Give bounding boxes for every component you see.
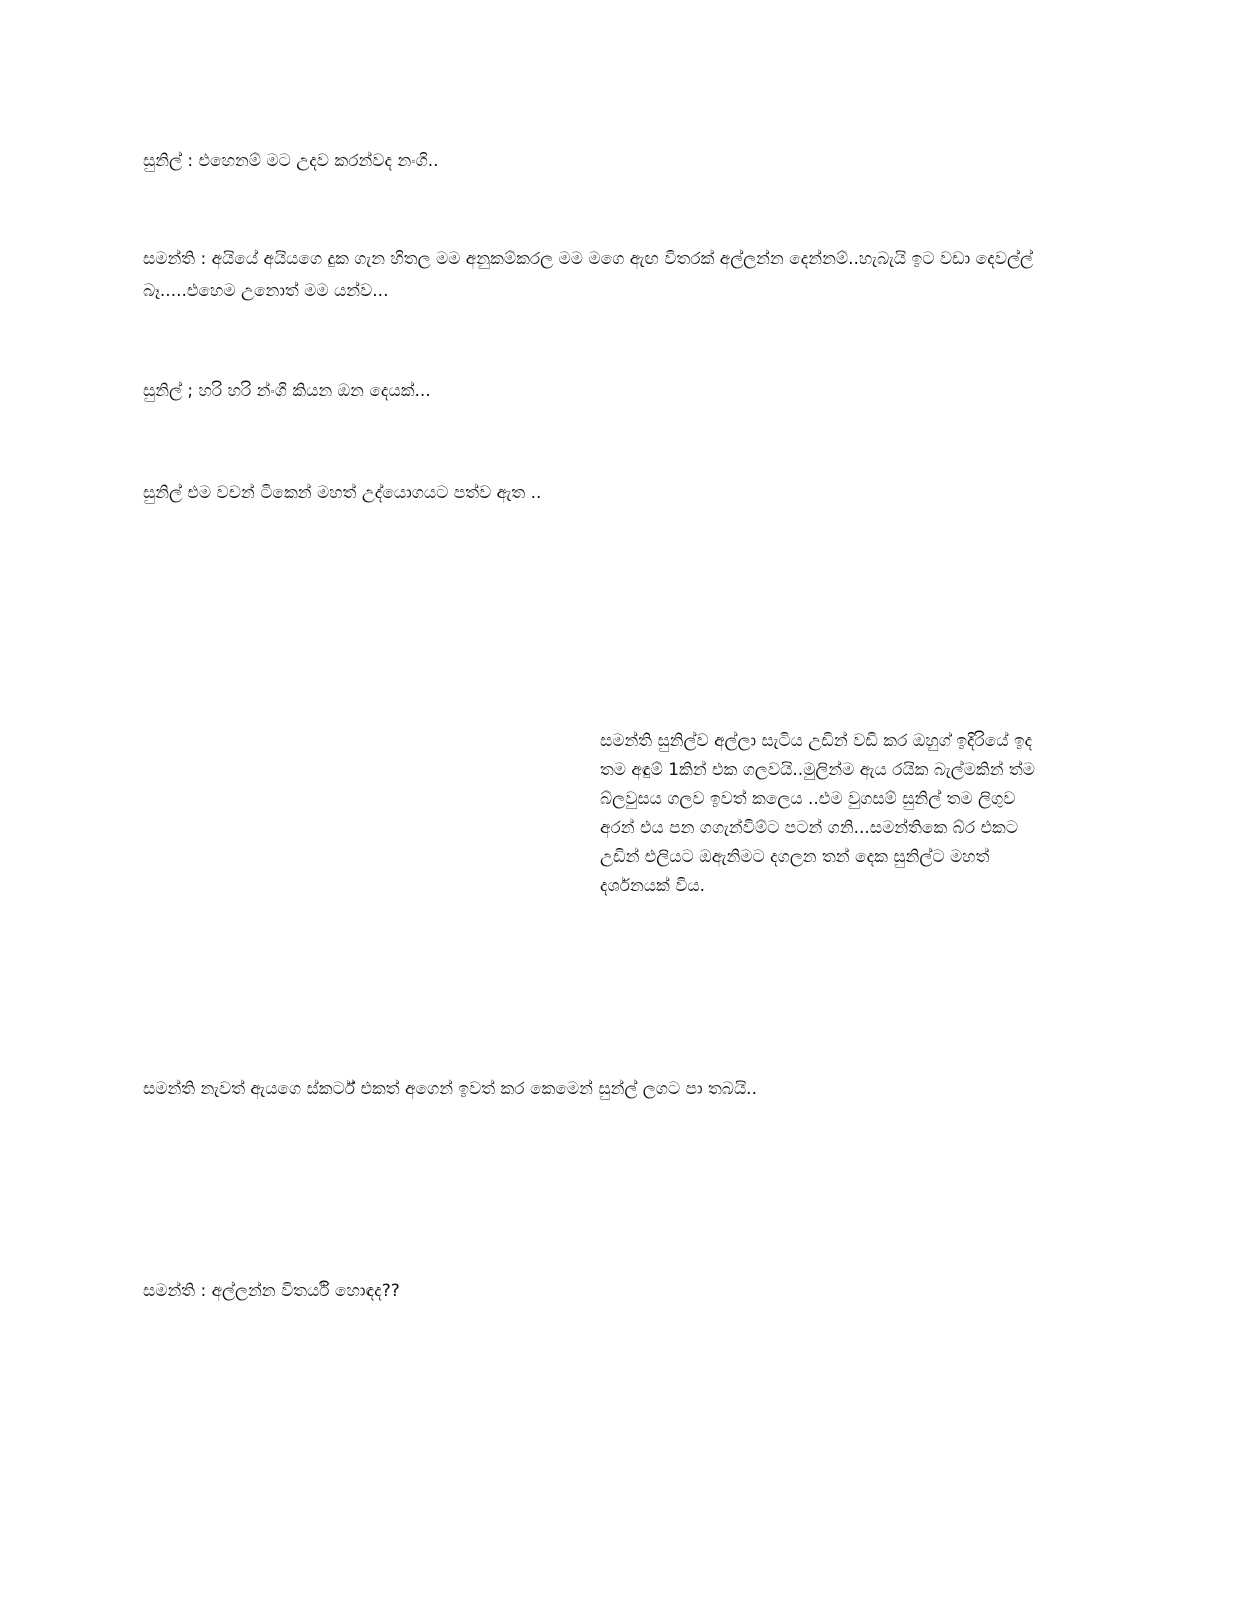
dialogue-sunil-2: සුනිල් ; හරි හරි න්ංගි කියන ඔන දෙයක්... <box>143 381 431 401</box>
narration-3: සමන්ති නැවත් ඇයගෙ ස්කර්ට් එකත් අගෙන් ඉවත් කර කෙමෙන් සුන්ල් ලගට පා තබයි.. <box>143 1079 757 1099</box>
dialogue-samanthi-1: සමන්ති : අයියේ අයියගෙ දුක ගැන හිතල මම අනුකම්කරල මම මගෙ ඇඟ විතරක් අල්ලන්න දෙන්නම්..හැබැයි ඉට වඩා දෙවල්ල් බෑ.....එහෙම උනොත් මම යන්ව... <box>143 249 1033 301</box>
narration-1: සුනිල් එම වචන් ටිකෙන් මහත් උද්යොගයට පත්ව ඇත .. <box>143 483 542 503</box>
dialogue-samanthi-2: සමන්ති : අල්ලන්න විතර්යි හොඳද?? <box>143 1281 400 1301</box>
dialogue-sunil-1: සුනිල් : එහෙනම් මට උදව කරන්වද නංගි.. <box>143 151 439 171</box>
narration-2: සමන්ති සුනිල්ව අල්ලා සැටිය උඩින් වඩි කර ඔහුග් ඉදිරියේ ඉද තම අඳුම් 1කින් එක ගලවයි..මුලින්ම ඇය රයික බැල්මකින් ත්ම බ්ලවුසය ගලව ඉවත් කලෙය ..එම වුගසම් සුනිල් තම ලිගුව අරන් එය පන ගගැන්විම්ට පටන් ගනි...සමන්තිකෙ බ්ර එකට උඩින් එලියට ඔඇනිමට දගලන තන් දෙක සුනිල්ට මහත් දර්ශනයක් විය. <box>600 731 1035 896</box>
